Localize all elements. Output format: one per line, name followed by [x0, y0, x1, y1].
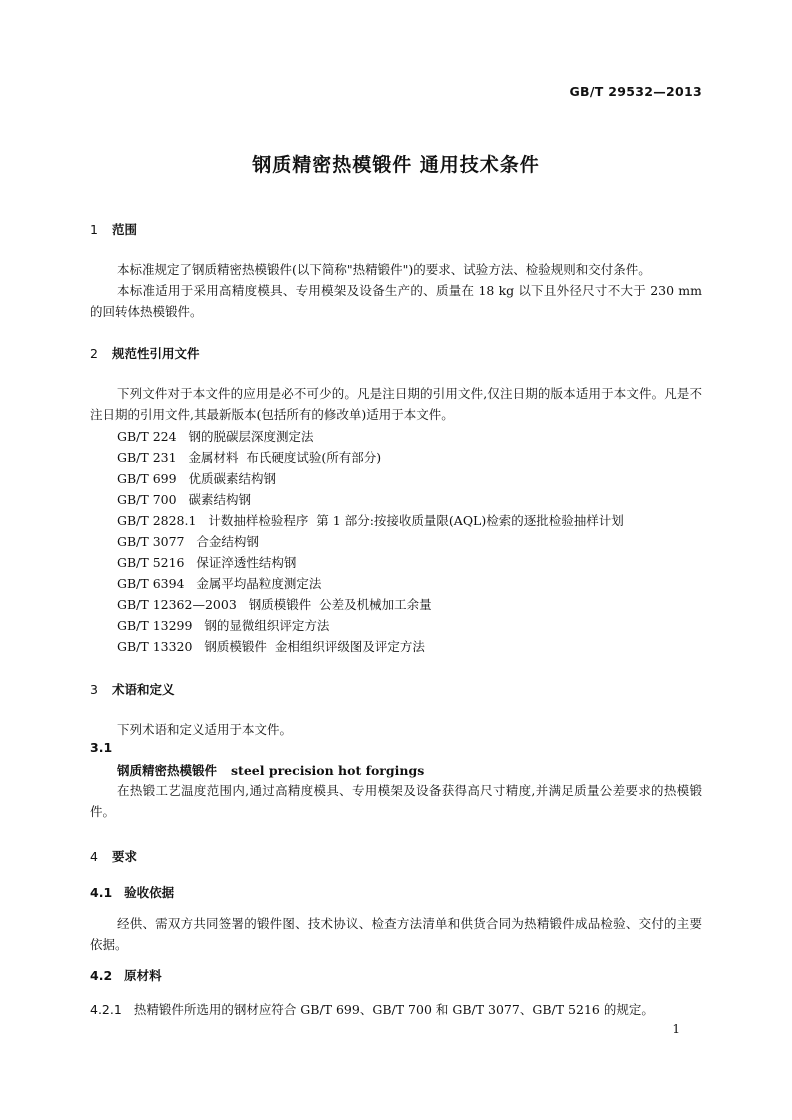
clause-text: 热精锻件所选用的钢材应符合 GB/T 699、GB/T 700 和 GB/T 3077、GB/T 5216 的规定。	[133, 1002, 654, 1017]
section-1-heading	[90, 220, 137, 238]
reference-item: GB/T 5216 保证淬透性结构钢	[117, 555, 297, 570]
reference-item: GB/T 224 钢的脱碳层深度测定法	[117, 429, 314, 444]
section-1-paragraph-2: 本标准适用于采用高精度模具、专用模架及设备生产的、质量在 18 kg 以下且外径尺寸不大于 230 mm 的回转体热模锻件。	[90, 283, 702, 319]
subsection-number: 4.2	[90, 968, 113, 983]
subsection-4-1-heading	[90, 883, 174, 901]
subsection-title: 验收依据	[124, 885, 175, 900]
reference-item: GB/T 12362—2003 钢质模锻件 公差及机械加工余量	[117, 597, 432, 612]
reference-item: GB/T 2828.1 计数抽样检验程序 第 1 部分:按接收质量限(AQL)检索的逐批检验抽样计划	[117, 513, 624, 528]
section-title: 要求	[111, 849, 137, 864]
reference-item: GB/T 700 碳素结构钢	[117, 492, 251, 507]
term-definition: 在热锻工艺温度范围内,通过高精度模具、专用模架及设备获得高尺寸精度,并满足质量公差要求的热模锻件。	[90, 783, 702, 819]
clause-number: 4.2.1	[90, 1002, 122, 1017]
subsection-title: 原材料	[124, 968, 162, 983]
section-2-heading	[90, 344, 199, 362]
section-number: 1	[90, 222, 98, 237]
term-number: 3.1	[90, 740, 113, 755]
section-title: 规范性引用文件	[111, 346, 200, 361]
reference-item: GB/T 231 金属材料 布氏硬度试验(所有部分)	[117, 450, 382, 465]
section-3-heading	[90, 680, 174, 698]
standard-code: GB/T 29532—2013	[569, 84, 702, 99]
term-entry	[117, 761, 424, 779]
subsection-number: 4.1	[90, 885, 113, 900]
section-1-paragraph-1: 本标准规定了钢质精密热模锻件(以下简称"热精锻件")的要求、试验方法、检验规则和交付条件。	[117, 262, 651, 277]
reference-item: GB/T 6394 金属平均晶粒度测定法	[117, 576, 322, 591]
subsection-4-2-heading	[90, 966, 162, 984]
reference-item: GB/T 13320 钢质模锻件 金相组织评级图及评定方法	[117, 639, 425, 654]
document-title: 钢质精密热模锻件 通用技术条件	[252, 154, 540, 176]
reference-item: GB/T 699 优质碳素结构钢	[117, 471, 276, 486]
section-4-heading	[90, 847, 137, 865]
subsection-4-1-paragraph: 经供、需双方共同签署的锻件图、技术协议、检查方法清单和供货合同为热精锻件成品检验、交付的主要依据。	[90, 916, 702, 952]
section-number: 4	[90, 849, 98, 864]
page-number: 1	[672, 1022, 680, 1036]
term-english: steel precision hot forgings	[231, 763, 425, 778]
section-3-paragraph: 下列术语和定义适用于本文件。	[117, 722, 293, 737]
reference-item: GB/T 3077 合金结构钢	[117, 534, 259, 549]
term-chinese: 钢质精密热模锻件	[117, 763, 218, 778]
section-title: 范围	[111, 222, 137, 237]
reference-item: GB/T 13299 钢的显微组织评定方法	[117, 618, 330, 633]
clause-4-2-1	[90, 999, 702, 1020]
section-2-paragraph: 下列文件对于本文件的应用是必不可少的。凡是注日期的引用文件,仅注日期的版本适用于本文件。凡是不注日期的引用文件,其最新版本(包括所有的修改单)适用于本文件。	[90, 386, 702, 422]
section-title: 术语和定义	[111, 682, 175, 697]
section-number: 2	[90, 346, 98, 361]
section-number: 3	[90, 682, 98, 697]
